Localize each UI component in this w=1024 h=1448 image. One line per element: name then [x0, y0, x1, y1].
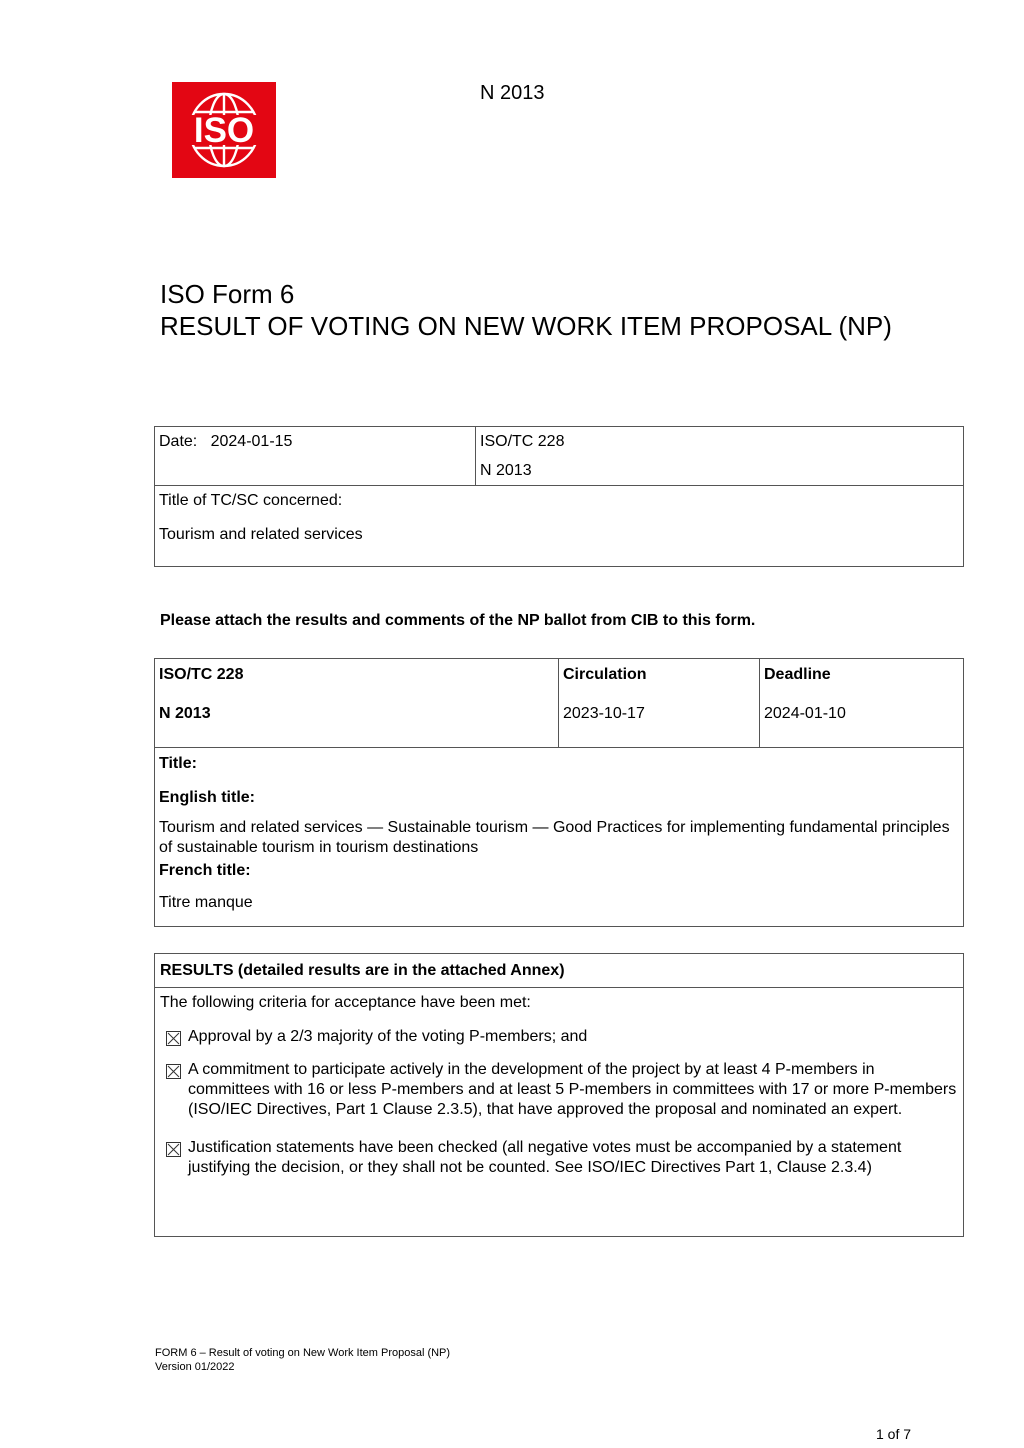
attach-note: Please attach the results and comments of the NP ballot from CIB to this form.: [160, 612, 756, 629]
committee-ref: ISO/TC 228: [480, 433, 565, 450]
ballot-committee: ISO/TC 228: [159, 666, 244, 683]
criterion-text: A commitment to participate actively in the development of the project by at least 4 P-members in committees with 16 or less P-members and at least 5 P-members in committees with 17 or more P-members (ISO/IEC Directives, Part 1 Clause 2.3.5), that have approved the proposal and nominated an expert.: [188, 1061, 957, 1118]
date-label: Date:: [159, 433, 198, 450]
french-title-label: French title:: [159, 862, 251, 879]
reference-cell: [476, 427, 964, 486]
check-x-icon: [167, 1065, 180, 1078]
iso-logo: [172, 82, 276, 178]
criterion-commitment: [160, 1060, 958, 1120]
footer-line1: FORM 6 – Result of voting on New Work Item Proposal (NP): [155, 1347, 451, 1359]
title-label: Title:: [159, 755, 197, 772]
footer: [155, 1346, 450, 1374]
check-x-icon: [167, 1143, 180, 1156]
criterion-justification: [160, 1138, 958, 1178]
circulation-label: Circulation: [563, 666, 647, 683]
french-title-value: Titre manque: [159, 894, 253, 911]
results-box: [154, 953, 964, 1237]
form-title-line2: RESULT OF VOTING ON NEW WORK ITEM PROPOSAL (NP): [160, 311, 892, 341]
deadline-cell: [760, 659, 964, 748]
circulation-value: 2023-10-17: [563, 705, 645, 722]
results-body: [155, 989, 963, 1178]
globe-icon: [172, 82, 276, 178]
doc-number-ref: N 2013: [480, 462, 532, 479]
criterion-text: Approval by a 2/3 majority of the voting P-members; and: [188, 1028, 588, 1045]
tc-title-label: Title of TC/SC concerned:: [159, 492, 343, 509]
results-heading: RESULTS (detailed results are in the attached Annex): [155, 954, 963, 988]
criterion-approval: [160, 1027, 958, 1047]
date-cell: [155, 427, 476, 486]
date-value: 2024-01-15: [210, 433, 293, 450]
title-cell: [155, 486, 964, 567]
check-x-icon: [167, 1032, 180, 1045]
circulation-cell: [559, 659, 760, 748]
english-title-label: English title:: [159, 789, 255, 806]
deadline-value: 2024-01-10: [764, 705, 846, 722]
criterion-checkbox[interactable]: [166, 1142, 181, 1157]
criterion-checkbox[interactable]: [166, 1064, 181, 1079]
ballot-doc-number: N 2013: [159, 705, 211, 722]
title-section: [155, 748, 964, 927]
criterion-text: Justification statements have been checked (all negative votes must be accompanied by a statement justifying the decision, or they shall not be counted. See ISO/IEC Directives Part 1, Clause 2.3.4): [188, 1139, 902, 1176]
info-table: [154, 426, 964, 567]
page-number: 1 of 7: [876, 1426, 912, 1442]
header-doc-number: N 2013: [480, 82, 545, 104]
ballot-table: [154, 658, 964, 927]
english-title-value: Tourism and related services — Sustainable tourism — Good Practices for implementing fundamental principles of sustainable tourism in tourism destinations: [159, 819, 950, 856]
results-intro: The following criteria for acceptance have been met:: [160, 994, 531, 1011]
tc-title-value: Tourism and related services: [159, 526, 363, 543]
logo-text: ISO: [193, 111, 255, 150]
ballot-ref-cell: [155, 659, 559, 748]
footer-line2: Version 01/2022: [155, 1361, 235, 1373]
criterion-checkbox[interactable]: [166, 1031, 181, 1046]
form-title: [160, 278, 892, 342]
deadline-label: Deadline: [764, 666, 831, 683]
form-title-line1: ISO Form 6: [160, 279, 295, 309]
